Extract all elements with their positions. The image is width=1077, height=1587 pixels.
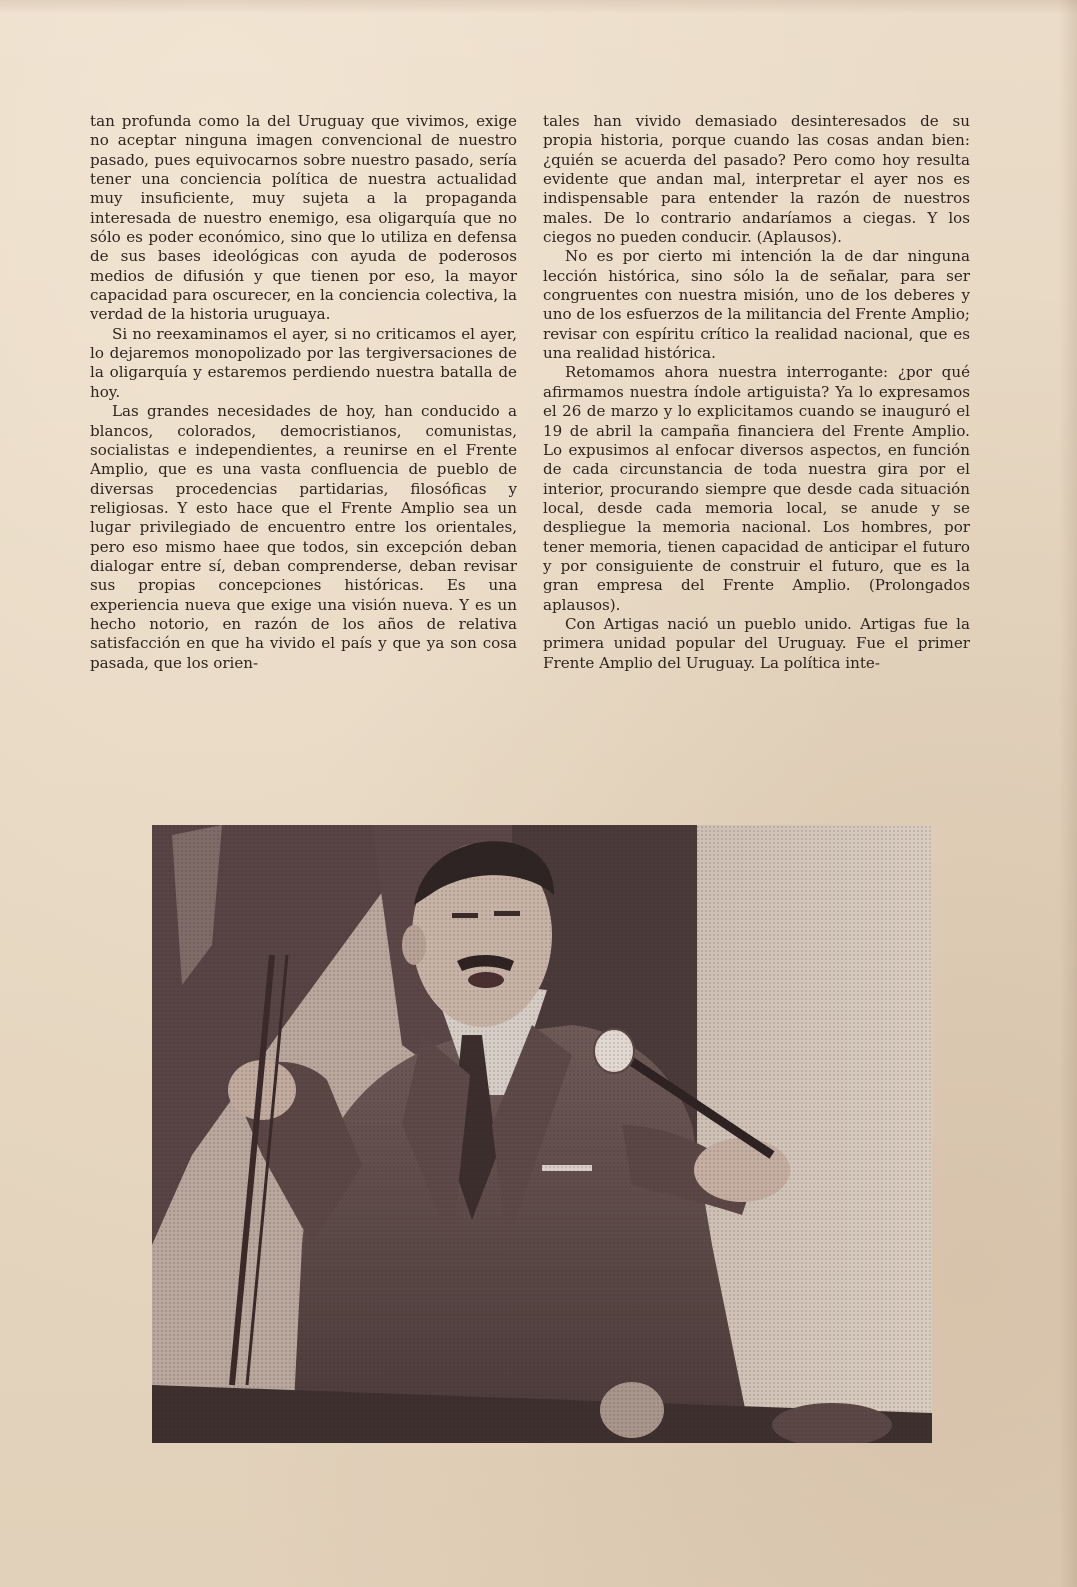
article-text (90, 112, 970, 762)
paragraph: Retomamos ahora nuestra interrogante: ¿por qué afirmamos nuestra índole artiguista? Ya lo expresamos el 26 de marzo y lo explicitamos cuando se inauguró el 19 de abril la campaña financiera del Frente Amplio. Lo expusimos al enfocar diversos aspectos, en función de cada circunstancia de toda nuestra gira por el interior, procurando siempre que desde cada situación local, desde cada memoria local, se anude y se despliegue la memoria nacional. Los hombres, por tener memoria, tienen capacidad de anticipar el futuro y por consiguiente de construir el futuro, que es la gran empresa del Frente Amplio. (Prolongados aplausos). (543, 363, 970, 614)
paragraph: No es por cierto mi intención la de dar ninguna lección histórica, sino sólo la de señalar, para ser congruentes con nuestra misión, uno de los deberes y uno de los esfuerzos de la militancia del Frente Amplio; revisar con espíritu crítico la realidad nacional, que es una realidad histórica. (543, 247, 970, 363)
paragraph: tales han vivido demasiado desinteresados de su propia historia, porque cuando las cosas andan bien: ¿quién se acuerda del pasado? Pero como hoy resulta evidente que andan mal, interpretar el ayer nos es indispensable para entender la razón de nuestros males. De lo contrario andaríamos a ciegas. Y los ciegos no pueden conducir. (Aplausos). (543, 112, 970, 247)
speaker-illustration (152, 825, 932, 1443)
paragraph: Si no reexaminamos el ayer, si no criticamos el ayer, lo dejaremos monopolizado por las tergiversaciones de la oligarquía y estaremos perdiendo nuestra batalla de hoy. (90, 324, 517, 401)
left-column (90, 112, 517, 762)
paragraph: tan profunda como la del Uruguay que vivimos, exige no aceptar ninguna imagen convencional de nuestro pasado, pues equivocarnos sobre nuestro pasado, sería tener una conciencia política de nuestra actualidad muy insuficiente, muy sujeta a la propaganda interesada de nuestro enemigo, esa oligarquía que no sólo es poder económico, sino que lo utiliza en defensa de sus bases ideológicas con ayuda de poderosos medios de difusión y que tienen por eso, la mayor capacidad para oscurecer, en la conciencia colectiva, la verdad de la historia uruguaya. (90, 112, 517, 324)
page-top-edge (0, 0, 1077, 14)
right-column (543, 112, 970, 762)
paragraph: Con Artigas nació un pueblo unido. Artigas fue la primera unidad popular del Uruguay. Fue el primer Frente Amplio del Uruguay. La política inte- (543, 614, 970, 672)
page-right-edge (1059, 0, 1077, 1587)
paragraph: Las grandes necesidades de hoy, han conducido a blancos, colorados, democristianos, comunistas, socialistas e independientes, a reunirse en el Frente Amplio, que es una vasta confluencia de pueblo de diversas procedencias partidarias, filosóficas y religiosas. Y esto hace que el Frente Amplio sea un lugar privilegiado de encuentro entre los orientales, pero eso mismo haee que todos, sin excepción deban dialogar entre sí, deban comprenderse, deban revisar sus propias concepciones históricas. Es una experiencia nueva que exige una visión nueva. Y es un hecho notorio, en razón de los años de relativa satisfacción en que ha vivido el país y que ya son cosa pasada, que los orien- (90, 402, 517, 672)
speaker-photo (152, 825, 932, 1443)
